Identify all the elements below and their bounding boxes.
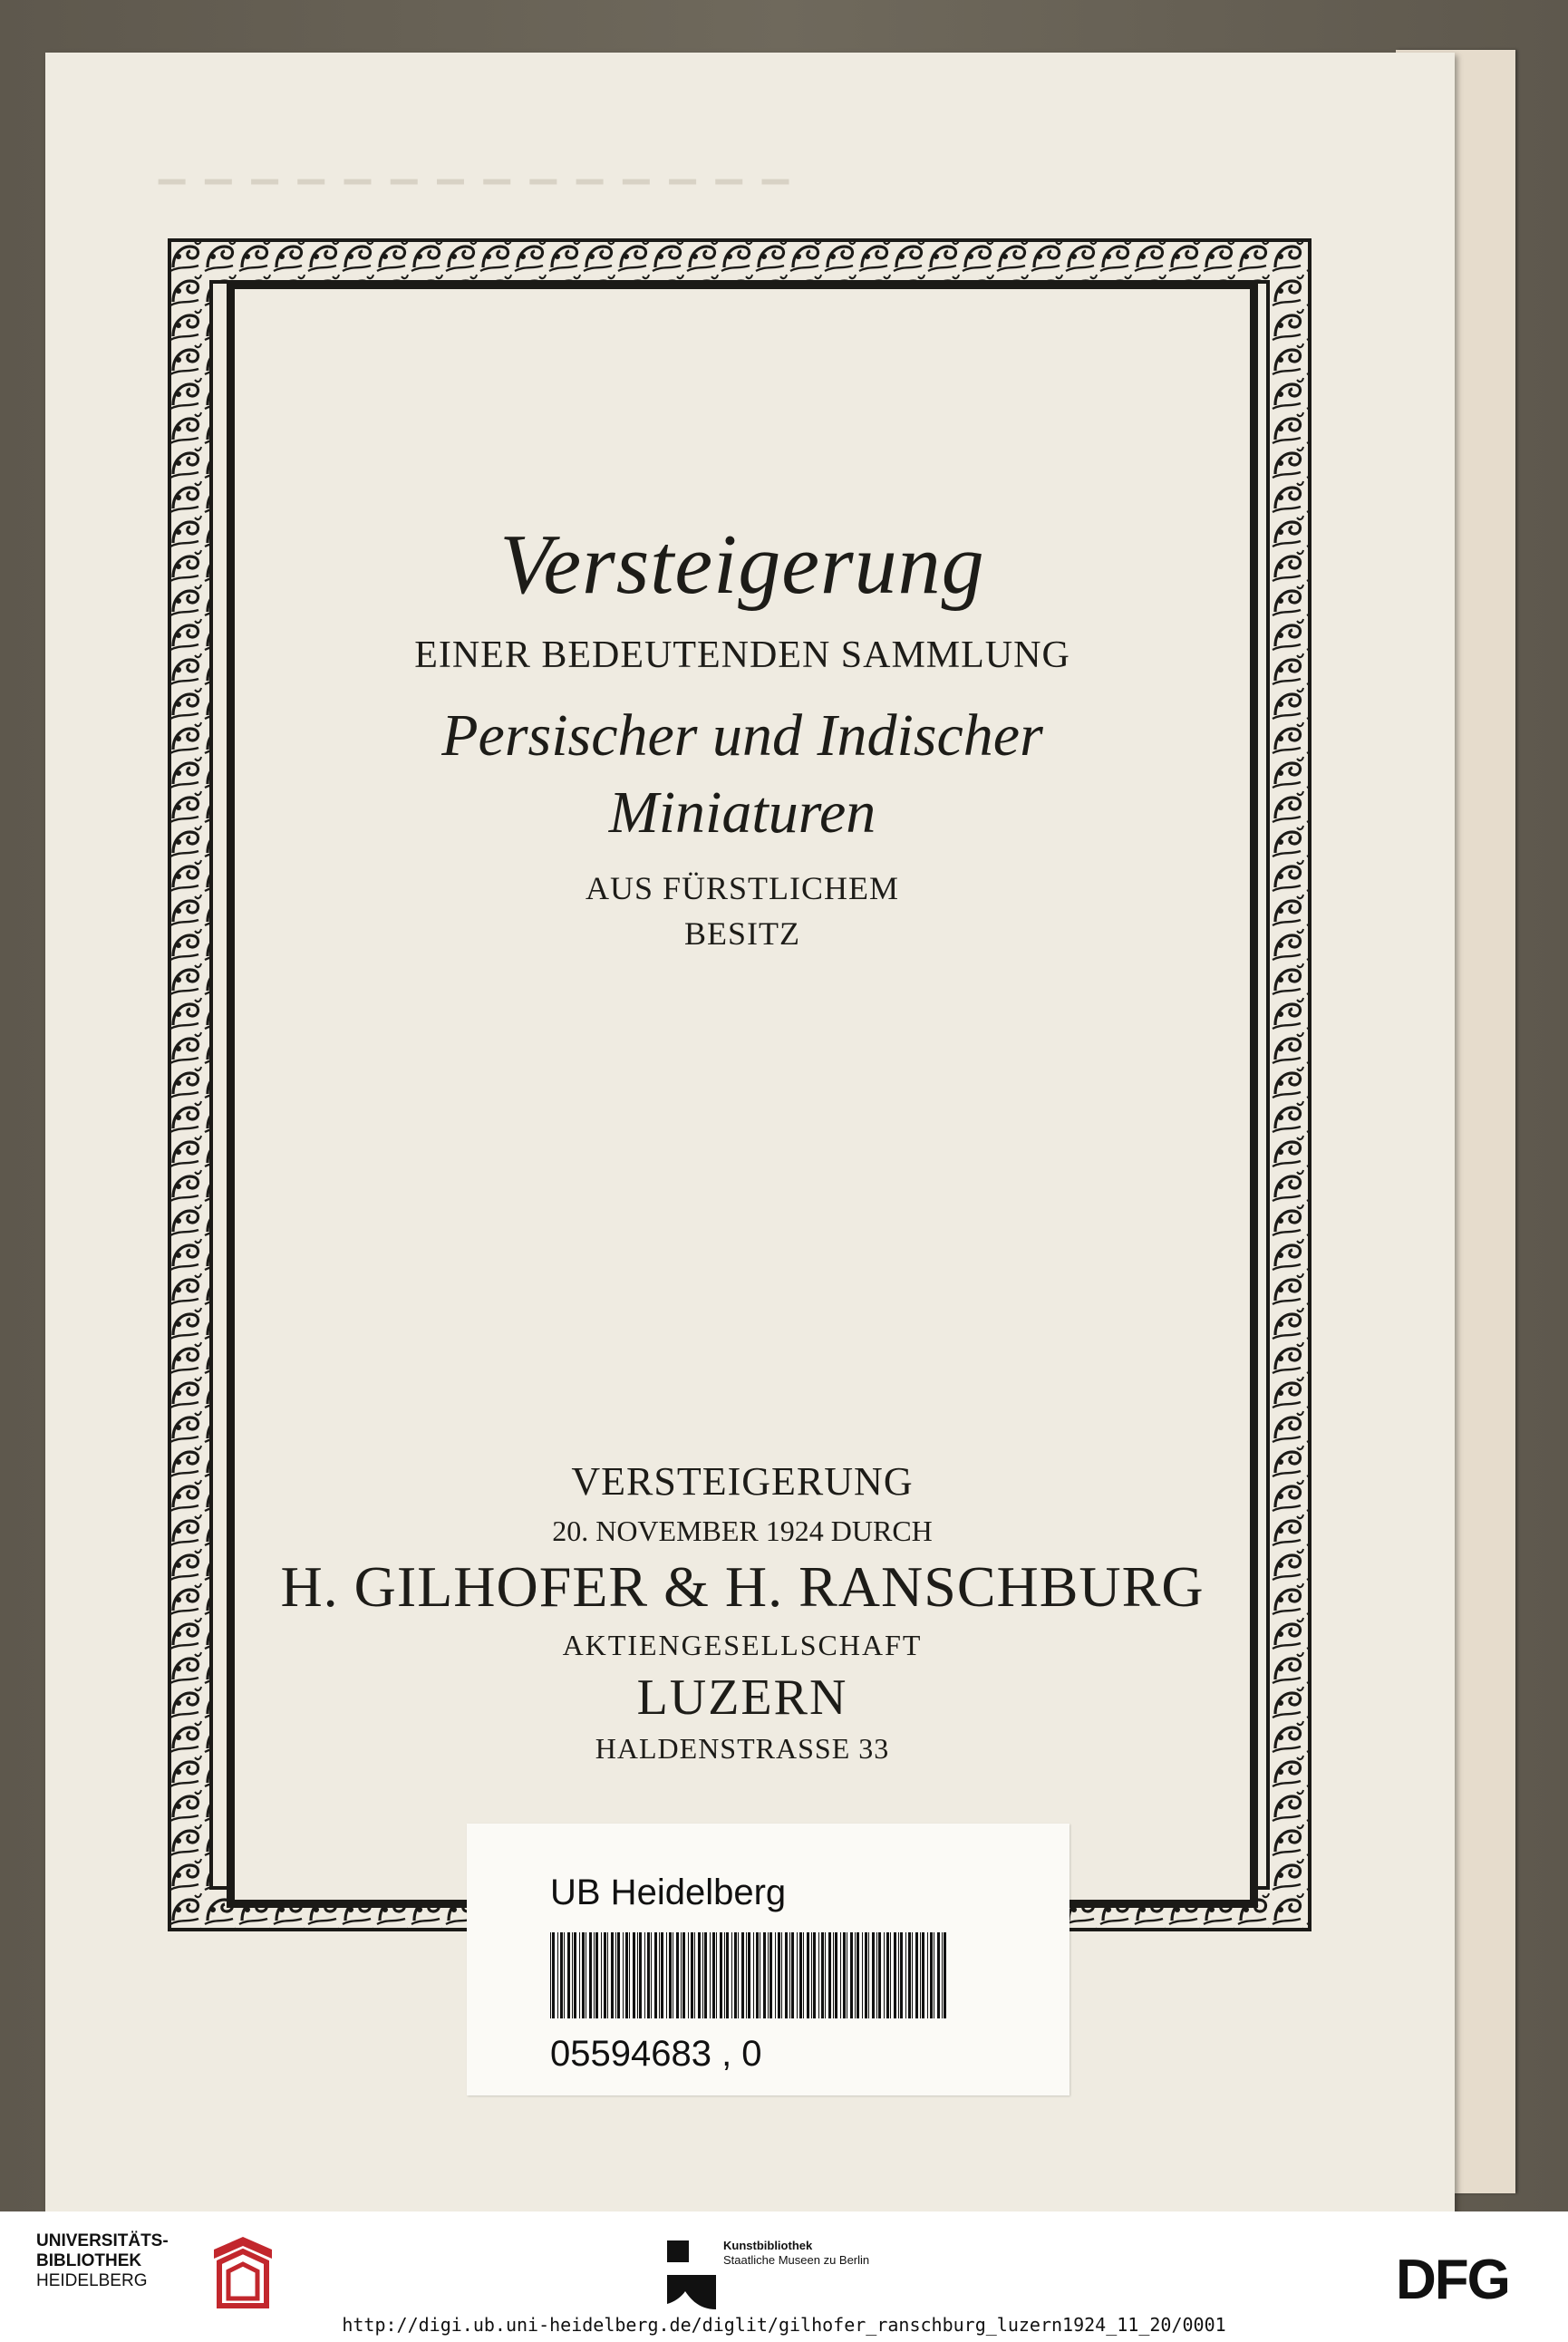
- barcode-bar: [550, 1932, 551, 2018]
- ub-seal-icon: [207, 2231, 279, 2313]
- subtitle-line-4: AUS FÜRSTLICHEM: [585, 870, 900, 906]
- barcode-bar: [629, 1932, 630, 2018]
- kb-logo-line-1: Kunstbibliothek: [723, 2239, 813, 2252]
- barcode-bar: [589, 1932, 592, 2018]
- library-barcode-label: [467, 1824, 1070, 2095]
- barcode-bar: [661, 1932, 663, 2018]
- barcode-bar: [651, 1932, 652, 2018]
- barcode-bar: [710, 1932, 711, 2018]
- subtitle-line-1: EINER BEDEUTENDEN SAMMLUNG: [414, 634, 1070, 676]
- barcode-bar: [595, 1932, 598, 2018]
- barcode-bar: [775, 1932, 776, 2018]
- barcode-bar: [944, 1932, 946, 2018]
- barcode-bar: [825, 1932, 826, 2018]
- barcode-bar: [704, 1932, 707, 2018]
- barcode-bar: [734, 1932, 737, 2018]
- barcode-bar: [797, 1932, 798, 2018]
- barcode-bar: [927, 1932, 928, 2018]
- barcode-bar: [611, 1932, 614, 2018]
- barcode-bar: [594, 1932, 595, 2018]
- barcode-bar: [552, 1932, 555, 2018]
- barcode-bar: [811, 1932, 812, 2018]
- barcode-bar: [912, 1932, 913, 2018]
- barcode-bar: [617, 1932, 620, 2018]
- barcode-bar: [659, 1932, 660, 2018]
- dfg-logo: DFG: [1396, 2249, 1509, 2311]
- barcode-bar: [937, 1932, 940, 2018]
- barcode-bar: [920, 1932, 921, 2018]
- ub-logo-line-2: BIBLIOTHEK: [36, 2251, 142, 2270]
- barcode-bar: [720, 1932, 722, 2018]
- barcode-bar: [789, 1932, 790, 2018]
- barcode-bar: [884, 1932, 885, 2018]
- barcode-bar: [682, 1932, 685, 2018]
- barcode-bar: [803, 1932, 804, 2018]
- barcode-bar: [753, 1932, 754, 2018]
- barcode-bar: [781, 1932, 782, 2018]
- subtitle-line-5: BESITZ: [684, 915, 800, 952]
- barcode-bar: [724, 1932, 725, 2018]
- street-address: HALDENSTRASSE 33: [595, 1732, 890, 1765]
- barcode-bar: [905, 1932, 906, 2018]
- barcode-bar: [702, 1932, 703, 2018]
- barcode-bar: [676, 1932, 679, 2018]
- barcode-bar: [557, 1932, 558, 2018]
- kunstbibliothek-mark-icon: [665, 2239, 718, 2311]
- barcode-bar: [647, 1932, 650, 2018]
- show-through-text: ▔▔▔▔▔▔▔▔▔▔▔▔▔▔: [159, 181, 809, 219]
- barcode-bar: [574, 1932, 576, 2018]
- barcode-bar: [666, 1932, 667, 2018]
- permalink-url[interactable]: http://digi.ub.uni-heidelberg.de/diglit/gilhofer_ranschburg_luzern1924_11_20/0001: [342, 2314, 1226, 2336]
- barcode-bar: [872, 1932, 875, 2018]
- barcode-bar: [746, 1932, 747, 2018]
- barcode-bar: [857, 1932, 859, 2018]
- barcode-bar: [828, 1932, 831, 2018]
- barcode-bar: [850, 1932, 853, 2018]
- barcode-bar: [716, 1932, 717, 2018]
- barcode-bar: [769, 1932, 772, 2018]
- barcode-bar: [748, 1932, 750, 2018]
- barcode-bar: [615, 1932, 616, 2018]
- barcode-bar: [862, 1932, 863, 2018]
- subtitle-line-2: Persischer und Indischer: [441, 702, 1043, 769]
- barcode-bar: [835, 1932, 837, 2018]
- barcode-bar: [633, 1932, 635, 2018]
- barcode-bar: [813, 1932, 816, 2018]
- kunstbibliothek-logo: [665, 2239, 901, 2311]
- barcode-bar: [900, 1932, 903, 2018]
- barcode-bar: [604, 1932, 606, 2018]
- barcode-bar: [694, 1932, 695, 2018]
- barcode-bar: [607, 1932, 608, 2018]
- ub-logo-line-1: UNIVERSITÄTS-: [36, 2231, 169, 2250]
- inner-frame: [227, 281, 1258, 1908]
- barcode-bar: [623, 1932, 624, 2018]
- city: LUZERN: [636, 1669, 848, 1726]
- label-title: UB Heidelberg: [550, 1873, 787, 1912]
- barcode-bar: [840, 1932, 841, 2018]
- auction-house: H. GILHOFER & H. RANSCHBURG: [280, 1554, 1205, 1619]
- barcode-bar: [915, 1932, 918, 2018]
- barcode-bar: [567, 1932, 570, 2018]
- barcode-bar: [898, 1932, 899, 2018]
- barcode-bar: [601, 1932, 602, 2018]
- barcode-bar: [579, 1932, 580, 2018]
- barcode-bar: [741, 1932, 744, 2018]
- kb-logo-line-2: Staatliche Museen zu Berlin: [723, 2253, 870, 2267]
- ub-logo-line-3: HEIDELBERG: [36, 2271, 148, 2290]
- barcode-bar: [930, 1932, 933, 2018]
- barcode-bar: [908, 1932, 911, 2018]
- barcode-bar: [868, 1932, 869, 2018]
- barcode: [550, 1932, 949, 2018]
- company-type: AKTIENGESELLSCHAFT: [562, 1629, 923, 1661]
- barcode-bar: [942, 1932, 943, 2018]
- barcode-bar: [564, 1932, 565, 2018]
- barcode-bar: [756, 1932, 759, 2018]
- barcode-bar: [833, 1932, 834, 2018]
- barcode-bar: [778, 1932, 780, 2018]
- label-number: 05594683 , 0: [550, 2034, 762, 2074]
- barcode-bar: [712, 1932, 715, 2018]
- auction-date: 20. NOVEMBER 1924 DURCH: [552, 1515, 933, 1547]
- barcode-bar: [843, 1932, 846, 2018]
- barcode-bar: [726, 1932, 729, 2018]
- barcode-bar: [785, 1932, 788, 2018]
- barcode-bar: [791, 1932, 794, 2018]
- ub-logo-text: [36, 2231, 169, 2291]
- barcode-bar: [878, 1932, 881, 2018]
- barcode-bar: [886, 1932, 889, 2018]
- barcode-bar: [890, 1932, 891, 2018]
- cover-title: Versteigerung: [499, 518, 985, 612]
- barcode-bar: [691, 1932, 693, 2018]
- barcode-bar: [644, 1932, 645, 2018]
- barcode-bar: [799, 1932, 802, 2018]
- barcode-bar: [855, 1932, 856, 2018]
- auction-heading: VERSTEIGERUNG: [571, 1459, 914, 1504]
- barcode-bar: [894, 1932, 896, 2018]
- barcode-bar: [688, 1932, 689, 2018]
- barcode-bar: [738, 1932, 739, 2018]
- barcode-bar: [807, 1932, 809, 2018]
- barcode-bar: [625, 1932, 628, 2018]
- barcode-bar: [821, 1932, 824, 2018]
- barcode-bar: [768, 1932, 769, 2018]
- barcode-bar: [763, 1932, 766, 2018]
- barcode-bar: [865, 1932, 867, 2018]
- barcode-bar: [560, 1932, 563, 2018]
- barcode-bar: [876, 1932, 877, 2018]
- barcode-bar: [818, 1932, 819, 2018]
- barcode-bar: [922, 1932, 924, 2018]
- kunstbibliothek-text: [723, 2239, 869, 2268]
- barcode-bar: [669, 1932, 672, 2018]
- barcode-bar: [654, 1932, 657, 2018]
- subtitle-line-3: Miniaturen: [608, 779, 876, 846]
- barcode-bar: [731, 1932, 732, 2018]
- barcode-bar: [572, 1932, 573, 2018]
- barcode-bar: [681, 1932, 682, 2018]
- barcode-bar: [698, 1932, 701, 2018]
- barcode-bar: [639, 1932, 642, 2018]
- barcode-bar: [582, 1932, 585, 2018]
- ub-heidelberg-logo: [36, 2231, 281, 2313]
- barcode-bar: [637, 1932, 638, 2018]
